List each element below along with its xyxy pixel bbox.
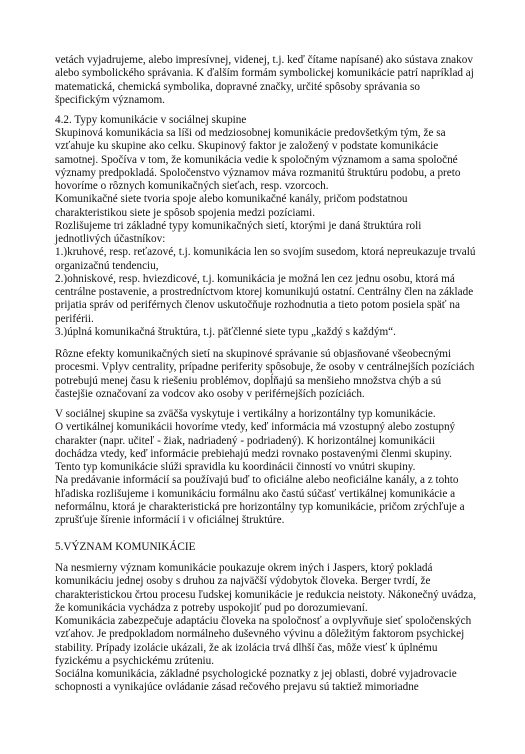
text-line: Rozlišujeme tri základné typy komunikačných sietí, ktorými je daná štruktúra roli <box>55 219 422 232</box>
text-line: samotnej. Spočíva v tom, že komunikácia vedie k spoločným významom a sama spoločné <box>55 153 458 166</box>
text-line: stability. Prípady izolácie ukázali, že ak izolácia trvá dlhší čas, môže viesť k úplnému <box>55 641 438 654</box>
text-line: Sociálna komunikácia, základné psychologické poznatky z jej oblasti, dobré vyjadrovacie <box>55 668 457 680</box>
section-heading-4-2: 4.2. Typy komunikácie v sociálnej skupine <box>55 114 247 126</box>
text-line: prijatia správ od periférnych členov uskutočňuje rozhodnutia a tieto potom posiela späť na <box>55 299 460 312</box>
text-line: Na predávanie informácií sa používajú buď to oficiálne alebo neoficiálne kanály, a z tohto <box>55 474 459 487</box>
text-line: centrálne postavenie, a prostredníctvom ktorej komunikujú ostatní. Centrálny člen na základe <box>55 286 474 298</box>
text-line: 2.)ohniskové, resp. hviezdicové, t.j. komunikácia je možná len cez jednu osobu, ktorá má <box>55 272 455 285</box>
text-line: neformálnu, ktorá je charakteristická pre horizontálny typ komunikácie, pričom zrýchľuje a <box>55 500 465 513</box>
text-line: hľadiska rozlišujeme i komunikáciu formálnu ako častú súčasť vertikálnej komunikácie a <box>55 487 456 500</box>
text-line: špecifickým významom. <box>55 93 165 106</box>
paragraph-intro <box>55 54 474 107</box>
text-line: že komunikácia vychádza z potreby uspokojiť pud po dorozumievaní. <box>55 601 368 614</box>
text-line: Skupinová komunikácia sa líši od medziosobnej komunikácie predovšetkým tým, že sa <box>55 127 446 139</box>
text-line: periférii. <box>55 312 94 325</box>
paragraph-vertical-horizontal <box>55 408 465 527</box>
text-line: významy predpokladá. Spoločenstvo významov máva rozmanitú štruktúru podobu, a preto <box>55 166 461 179</box>
text-line: dochádza vtedy, keď informácie prebiehajú medzi rovnako postavenými členmi skupiny. <box>55 447 452 460</box>
text-line: potrebujú menej času k riešeniu problémov, dopĺňajú sa menšieho množstva chýb a sú <box>55 374 442 387</box>
text-line: schopnosti a vynikajúce ovládanie zásad rečového prejavu sú taktiež mimoriadne <box>55 681 419 694</box>
text-line: alebo symbolického správania. K ďalším formám symbolickej komunikácie patrí napríklad aj <box>55 67 474 80</box>
text-line: Rôzne efekty komunikačných sietí na skupinové správanie sú objasňované všeobecnými <box>55 348 452 360</box>
text-line: hovoríme o rôznych komunikačných sieťach, resp. vzorcoch. <box>55 180 329 192</box>
text-line: charakter (napr. učiteľ - žiak, nadriadený - podriadený). K horizontálnej komunikácii <box>55 434 436 447</box>
text-line: charakteristikou siete je spôsob spojenia medzi pozíciami. <box>55 206 316 219</box>
paragraph-network-types <box>55 127 475 339</box>
text-line: Komunikácia zabezpečuje adaptáciu človeka na spoločnosť a ovplyvňuje sieť spoločenských <box>55 615 472 627</box>
text-line: Tento typ komunikácie slúži spravidla ku koordinácii činností vo vnútri skupiny. <box>55 461 416 473</box>
text-line: O vertikálnej komunikácii hovoríme vtedy, keď informácia má vzostupný alebo zostupný <box>55 421 456 434</box>
text-line: Komunikačné siete tvoria spoje alebo komunikačné kanály, pričom podstatnou <box>55 193 408 206</box>
paragraph-network-effects <box>55 348 474 401</box>
text-line: procesmi. Vplyv centrality, prípadne periferity spôsobuje, že osoby v centrálnejších pozíciách <box>55 361 475 374</box>
text-line: 3.)úplná komunikačná štruktúra, t.j. päťčlenné siete typu „každý s každým“. <box>55 325 396 338</box>
text-line: častejšie označovaní za vodcov ako osoby v periférnejších pozíciách. <box>55 387 365 400</box>
text-line: Na nesmierny význam komunikácie poukazuje okrem iných i Jaspers, ktorý pokladá <box>55 562 433 574</box>
text-line: fyzickému a psychickému zrúteniu. <box>55 654 215 667</box>
text-line: 1.)kruhové, resp. reťazové, t.j. komunikácia len so svojím susedom, ktorá nepreukazuje trvalú <box>55 246 476 259</box>
text-line: charakteristickou črtou procesu ľudskej komunikácie je redukcia neistoty. Nákonečný uvádza, <box>55 588 477 601</box>
text-line: zprušťuje šírenie informácií i v oficiálnej štruktúre. <box>55 514 285 526</box>
paragraph-importance <box>55 562 476 695</box>
text-line: komunikáciu jednej osoby s druhou za najväčší výdobytok človeka. Berger tvrdí, že <box>55 575 431 588</box>
text-line: vetách vyjadrujeme, alebo impresívnej, videnej, t.j. keď čítame napísané) ako sústava znakov <box>55 54 473 66</box>
section-heading-5: 5.VÝZNAM KOMUNIKÁCIE <box>55 541 196 553</box>
text-line: matematická, chemická symbolika, dopravné značky, určité spôsoby správania so <box>55 80 420 93</box>
text-line: vzťahov. Je predpokladom normálneho duševného vývinu a dôležitým faktorom psychickej <box>55 628 465 641</box>
text-line: vzťahuje ku skupine ako celku. Skupinový faktor je založený v podstate komunikácie <box>55 140 439 153</box>
text-line: organizačnú tendenciu, <box>55 259 159 272</box>
text-line: V sociálnej skupine sa zväčša vyskytuje i vertikálny a horizontálny typ komunikácie. <box>55 408 436 420</box>
text-line: jednotlivých účastníkov: <box>55 233 166 245</box>
